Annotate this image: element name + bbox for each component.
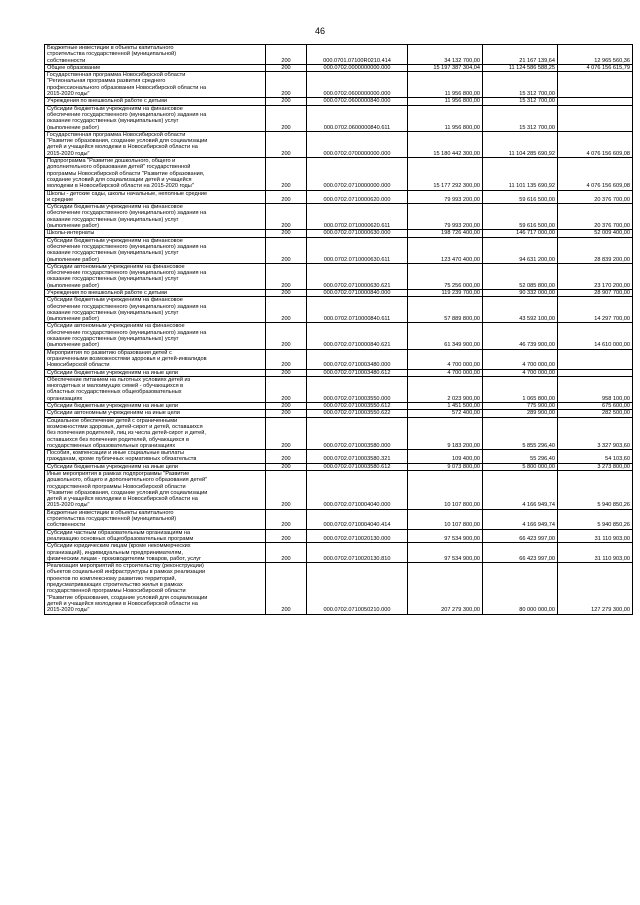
row-name-cell: Школы-интернаты (45, 230, 266, 237)
row-approved-amount-cell: 119 239 700,00 (408, 289, 483, 296)
row-admin-code-cell: 200 (266, 230, 307, 237)
row-approved-amount-cell: 4 700 000,00 (408, 369, 483, 376)
row-approved-amount-cell: 198 726 400,00 (408, 230, 483, 237)
table-row (45, 297, 633, 323)
table-row (45, 349, 633, 369)
table-row (45, 450, 633, 464)
row-approved-amount-cell: 10 107 800,00 (408, 509, 483, 529)
row-approved-amount-cell: 207 279 300,00 (408, 563, 483, 614)
row-name-cell: Субсидии бюджетным учреждениям на финансовое обеспечение государственного (муниципального) задания на оказание государственных (муниципальных) услуг (выполнение работ) (45, 237, 266, 263)
budget-table (44, 44, 633, 615)
row-unexecuted-amount-cell: 28 907 700,00 (558, 289, 633, 296)
row-name-cell: Обеспечение питанием на льготных условиях детей из многодетных и малоимущих семей - обучающихся в областных государственных общеобразовательных организациях (45, 376, 266, 402)
row-admin-code-cell: 200 (266, 105, 307, 131)
row-admin-code-cell: 200 (266, 369, 307, 376)
row-classification-code-cell: 000.0702.0600000840.611 (307, 105, 408, 131)
row-approved-amount-cell: 10 107 800,00 (408, 471, 483, 510)
row-classification-code-cell: 000.0702.0000000000.000 (307, 64, 408, 71)
row-name-cell: Иные мероприятия в рамках подпрограммы "Развитие дошкольного, общего и дополнительного образования детей" государственной программы Новосибирской области "Развитие образования, создание условий для социализации детей и учащейся молодежи в Новосибирской области на 2015-2020 годы" (45, 471, 266, 510)
row-executed-amount-cell: 4 166 949,74 (483, 509, 558, 529)
row-name-cell: Школы - детские сады, школы начальные, неполные средние и средние (45, 190, 266, 204)
row-admin-code-cell: 200 (266, 463, 307, 470)
table-row (45, 376, 633, 402)
row-classification-code-cell: 000.0702.0710000630.611 (307, 237, 408, 263)
row-executed-amount-cell: 94 631 200,00 (483, 237, 558, 263)
row-admin-code-cell: 200 (266, 529, 307, 543)
row-executed-amount-cell: 4 700 000,00 (483, 369, 558, 376)
table-row (45, 131, 633, 157)
row-classification-code-cell: 000.0702.0600000840.000 (307, 98, 408, 105)
row-executed-amount-cell: 5 855 296,40 (483, 417, 558, 449)
row-classification-code-cell: 000.0702.0710000840.000 (307, 289, 408, 296)
table-row (45, 509, 633, 529)
row-executed-amount-cell: 66 423 997,00 (483, 543, 558, 563)
row-executed-amount-cell: 66 423 997,00 (483, 529, 558, 543)
row-unexecuted-amount-cell: 282 500,00 (558, 410, 633, 417)
table-row (45, 403, 633, 410)
row-approved-amount-cell: 11 956 800,00 (408, 98, 483, 105)
row-admin-code-cell: 200 (266, 410, 307, 417)
page-number: 46 (314, 26, 325, 36)
row-unexecuted-amount-cell: 3 327 903,60 (558, 417, 633, 449)
row-unexecuted-amount-cell: 958 100,00 (558, 376, 633, 402)
row-name-cell: Реализация мероприятий по строительству (реконструкции) объектов социальной инфраструктуры в рамках реализации проектов по комплексному развитию территорий, предусматривающих строительство жилья в рамках государственной программы Новосибирской области "Развитие образования, создание условий для социализации детей и учащейся молодежи в Новосибирской области на 2015-2020 годы" (45, 563, 266, 614)
row-approved-amount-cell: 123 470 400,00 (408, 237, 483, 263)
row-name-cell: Субсидии частным образовательным организациям на реализацию основных общеобразовательных программ (45, 529, 266, 543)
row-classification-code-cell: 000.0702.0710003480.000 (307, 349, 408, 369)
row-classification-code-cell: 000.0702.0710000620.611 (307, 204, 408, 230)
row-classification-code-cell: 000.0702.0710050210.000 (307, 563, 408, 614)
row-name-cell: Субсидии бюджетным учреждениям на иные цели (45, 403, 266, 410)
row-classification-code-cell: 000.0702.0710003550.612 (307, 403, 408, 410)
row-admin-code-cell: 200 (266, 450, 307, 464)
row-executed-amount-cell: 52 085 800,00 (483, 263, 558, 289)
row-unexecuted-amount-cell: 4 076 156 609,08 (558, 131, 633, 157)
row-name-cell: Субсидии автономным учреждениям на иные цели (45, 410, 266, 417)
table-row (45, 98, 633, 105)
row-unexecuted-amount-cell: 52 009 400,00 (558, 230, 633, 237)
row-classification-code-cell: 000.0702.0710000630.000 (307, 230, 408, 237)
row-classification-code-cell: 000.0702.0710003580.321 (307, 450, 408, 464)
row-executed-amount-cell: 59 616 500,00 (483, 204, 558, 230)
row-admin-code-cell: 200 (266, 45, 307, 65)
row-name-cell: Мероприятия по развитию образования детей с ограниченными возможностями здоровья и детей-инвалидов Новосибирской области (45, 349, 266, 369)
row-classification-code-cell: 000.0702.0710003480.612 (307, 369, 408, 376)
row-executed-amount-cell: 55 296,40 (483, 450, 558, 464)
row-approved-amount-cell: 79 993 200,00 (408, 204, 483, 230)
table-row (45, 237, 633, 263)
row-approved-amount-cell: 34 132 700,00 (408, 45, 483, 65)
table-row (45, 204, 633, 230)
row-name-cell: Государственная программа Новосибирской области "Развитие образования, создание условий для социализации детей и учащейся молодежи в Новосибирской области на 2015-2020 годы" (45, 131, 266, 157)
row-admin-code-cell: 200 (266, 297, 307, 323)
table-row (45, 369, 633, 376)
table-row (45, 190, 633, 204)
row-classification-code-cell: 000.0702.0600000000.000 (307, 72, 408, 98)
row-approved-amount-cell: 15 177 292 300,00 (408, 158, 483, 190)
row-executed-amount-cell: 15 312 700,00 (483, 105, 558, 131)
row-name-cell: Субсидии бюджетным учреждениям на финансовое обеспечение государственного (муниципального) задания на оказание государственных (муниципальных) услуг (выполнение работ) (45, 105, 266, 131)
row-executed-amount-cell: 80 000 000,00 (483, 563, 558, 614)
row-executed-amount-cell: 289 900,00 (483, 410, 558, 417)
row-admin-code-cell: 200 (266, 403, 307, 410)
row-approved-amount-cell: 15 197 387 304,04 (408, 64, 483, 71)
table-row (45, 230, 633, 237)
row-approved-amount-cell: 15 180 442 300,00 (408, 131, 483, 157)
table-row (45, 543, 633, 563)
row-admin-code-cell: 200 (266, 376, 307, 402)
row-approved-amount-cell: 1 451 500,00 (408, 403, 483, 410)
row-executed-amount-cell: 1 065 800,00 (483, 376, 558, 402)
table-row (45, 64, 633, 71)
row-executed-amount-cell: 4 166 949,74 (483, 471, 558, 510)
row-unexecuted-amount-cell: 3 273 800,00 (558, 463, 633, 470)
row-classification-code-cell: 000.0702.0710003550.000 (307, 376, 408, 402)
row-executed-amount-cell: 11 101 135 690,92 (483, 158, 558, 190)
row-unexecuted-amount-cell: 31 110 903,00 (558, 543, 633, 563)
table-row (45, 45, 633, 65)
row-approved-amount-cell: 9 073 800,00 (408, 463, 483, 470)
row-unexecuted-amount-cell: 54 103,60 (558, 450, 633, 464)
row-name-cell: Субсидии бюджетным учреждениям на финансовое обеспечение государственного (муниципального) задания на оказание государственных (муниципальных) услуг (выполнение работ) (45, 297, 266, 323)
row-name-cell: Учреждения по внешкольной работе с детьми (45, 98, 266, 105)
row-unexecuted-amount-cell: 20 376 700,00 (558, 204, 633, 230)
row-classification-code-cell: 000.0702.0710004040.414 (307, 509, 408, 529)
row-classification-code-cell: 000.0702.0710000620.000 (307, 190, 408, 204)
row-unexecuted-amount-cell: 5 940 850,26 (558, 509, 633, 529)
row-executed-amount-cell: 5 800 000,00 (483, 463, 558, 470)
row-admin-code-cell: 200 (266, 543, 307, 563)
row-admin-code-cell: 200 (266, 563, 307, 614)
row-name-cell: Бюджетные инвестиции в объекты капитального строительства государственной (муниципальной) собственности (45, 45, 266, 65)
row-name-cell: Субсидии автономным учреждениям на финансовое обеспечение государственного (муниципального) задания на оказание государственных (муниципальных) услуг (выполнение работ) (45, 323, 266, 349)
row-classification-code-cell: 000.0702.0710003580.612 (307, 463, 408, 470)
row-admin-code-cell: 200 (266, 98, 307, 105)
row-executed-amount-cell: 11 124 586 588,25 (483, 64, 558, 71)
table-row (45, 471, 633, 510)
row-executed-amount-cell: 15 312 700,00 (483, 98, 558, 105)
row-classification-code-cell: 000.0702.0710003580.000 (307, 417, 408, 449)
table-row (45, 105, 633, 131)
row-unexecuted-amount-cell: 5 940 850,26 (558, 471, 633, 510)
table-row (45, 463, 633, 470)
row-unexecuted-amount-cell: 28 839 200,00 (558, 237, 633, 263)
row-approved-amount-cell: 57 889 800,00 (408, 297, 483, 323)
row-name-cell: Субсидии бюджетным учреждениям на иные цели (45, 369, 266, 376)
row-approved-amount-cell: 79 993 200,00 (408, 190, 483, 204)
row-approved-amount-cell: 2 023 900,00 (408, 376, 483, 402)
table-row (45, 410, 633, 417)
row-classification-code-cell: 000.0701.07100R0210.414 (307, 45, 408, 65)
table-row (45, 417, 633, 449)
row-approved-amount-cell: 11 956 800,00 (408, 72, 483, 98)
row-admin-code-cell: 200 (266, 289, 307, 296)
row-executed-amount-cell: 21 167 139,64 (483, 45, 558, 65)
row-approved-amount-cell: 61 349 900,00 (408, 323, 483, 349)
row-unexecuted-amount-cell: 4 076 156 615,79 (558, 64, 633, 71)
row-name-cell: Государственная программа Новосибирской области "Региональная программа развития среднего профессионального образования Новосибирской области на 2015-2020 годы" (45, 72, 266, 98)
row-approved-amount-cell: 4 700 000,00 (408, 349, 483, 369)
row-classification-code-cell: 000.0702.0700000000.000 (307, 131, 408, 157)
row-unexecuted-amount-cell (558, 369, 633, 376)
row-admin-code-cell: 200 (266, 237, 307, 263)
budget-table-body (45, 45, 633, 615)
row-executed-amount-cell: 4 700 000,00 (483, 349, 558, 369)
row-name-cell: Субсидии бюджетным учреждениям на финансовое обеспечение государственного (муниципального) задания на оказание государственных (муниципальных) услуг (выполнение работ) (45, 204, 266, 230)
row-approved-amount-cell: 109 400,00 (408, 450, 483, 464)
row-name-cell: Учреждения по внешкольной работе с детьми (45, 289, 266, 296)
row-approved-amount-cell: 572 400,00 (408, 410, 483, 417)
row-unexecuted-amount-cell (558, 72, 633, 98)
row-admin-code-cell: 200 (266, 349, 307, 369)
row-name-cell: Субсидии бюджетным учреждениям на иные цели (45, 463, 266, 470)
row-approved-amount-cell: 11 956 800,00 (408, 105, 483, 131)
row-unexecuted-amount-cell: 23 170 200,00 (558, 263, 633, 289)
row-executed-amount-cell: 90 332 000,00 (483, 289, 558, 296)
row-unexecuted-amount-cell: 4 076 156 609,08 (558, 158, 633, 190)
row-name-cell: Общее образование (45, 64, 266, 71)
table-row (45, 72, 633, 98)
row-executed-amount-cell: 146 717 000,00 (483, 230, 558, 237)
row-admin-code-cell: 200 (266, 158, 307, 190)
row-classification-code-cell: 000.0702.0710020130.810 (307, 543, 408, 563)
row-name-cell: Субсидии юридическим лицам (кроме некоммерческих организаций), индивидуальным предпринимателям, физическим лицам - производителям товаров, работ, услуг (45, 543, 266, 563)
row-unexecuted-amount-cell (558, 98, 633, 105)
row-unexecuted-amount-cell: 14 610 000,00 (558, 323, 633, 349)
table-row (45, 158, 633, 190)
row-unexecuted-amount-cell: 675 600,00 (558, 403, 633, 410)
row-executed-amount-cell: 46 739 900,00 (483, 323, 558, 349)
row-executed-amount-cell: 775 900,00 (483, 403, 558, 410)
row-name-cell: Социальное обеспечение детей с ограниченными возможностями здоровья, детей-сирот и детей, оставшихся без попечения родителей, лиц из числа детей-сирот и детей, оставшихся без попечения родителей, обучающихся в государственных образовательных организациях (45, 417, 266, 449)
row-classification-code-cell: 000.0702.0710000000.000 (307, 158, 408, 190)
table-row (45, 263, 633, 289)
row-admin-code-cell: 200 (266, 190, 307, 204)
row-approved-amount-cell: 75 256 000,00 (408, 263, 483, 289)
row-admin-code-cell: 200 (266, 72, 307, 98)
row-classification-code-cell: 000.0702.0710003550.622 (307, 410, 408, 417)
row-unexecuted-amount-cell: 12 965 560,36 (558, 45, 633, 65)
row-unexecuted-amount-cell: 127 279 300,00 (558, 563, 633, 614)
row-executed-amount-cell: 11 104 285 690,92 (483, 131, 558, 157)
row-executed-amount-cell: 43 592 100,00 (483, 297, 558, 323)
row-executed-amount-cell: 15 312 700,00 (483, 72, 558, 98)
row-classification-code-cell: 000.0702.0710000840.611 (307, 297, 408, 323)
table-row (45, 563, 633, 614)
table-row (45, 529, 633, 543)
row-approved-amount-cell: 9 183 200,00 (408, 417, 483, 449)
row-classification-code-cell: 000.0702.0710000840.621 (307, 323, 408, 349)
row-admin-code-cell: 200 (266, 509, 307, 529)
row-classification-code-cell: 000.0702.0710004040.000 (307, 471, 408, 510)
row-admin-code-cell: 200 (266, 204, 307, 230)
row-classification-code-cell: 000.0702.0710000630.621 (307, 263, 408, 289)
row-unexecuted-amount-cell: 31 110 903,00 (558, 529, 633, 543)
row-unexecuted-amount-cell: 20 376 700,00 (558, 190, 633, 204)
row-unexecuted-amount-cell (558, 349, 633, 369)
row-executed-amount-cell: 59 616 500,00 (483, 190, 558, 204)
table-row (45, 289, 633, 296)
row-classification-code-cell: 000.0702.0710020130.000 (307, 529, 408, 543)
row-admin-code-cell: 200 (266, 131, 307, 157)
row-unexecuted-amount-cell (558, 105, 633, 131)
row-name-cell: Бюджетные инвестиции в объекты капитального строительства государственной (муниципальной) собственности (45, 509, 266, 529)
row-admin-code-cell: 200 (266, 471, 307, 510)
row-admin-code-cell: 200 (266, 417, 307, 449)
row-name-cell: Субсидии автономным учреждениям на финансовое обеспечение государственного (муниципального) задания на оказание государственных (муниципальных) услуг (выполнение работ) (45, 263, 266, 289)
table-row (45, 323, 633, 349)
row-admin-code-cell: 200 (266, 263, 307, 289)
row-name-cell: Пособия, компенсации и иные социальные выплаты гражданам, кроме публичных нормативных обязательств (45, 450, 266, 464)
row-approved-amount-cell: 97 534 900,00 (408, 529, 483, 543)
row-approved-amount-cell: 97 534 900,00 (408, 543, 483, 563)
row-admin-code-cell: 200 (266, 323, 307, 349)
row-unexecuted-amount-cell: 14 297 700,00 (558, 297, 633, 323)
row-admin-code-cell: 200 (266, 64, 307, 71)
row-name-cell: Подпрограмма "Развитие дошкольного, общего и дополнительного образования детей" государственной программы Новосибирской области "Развитие образования, создание условий для социализации детей и учащейся молодежи в Новосибирской области на 2015-2020 годы" (45, 158, 266, 190)
